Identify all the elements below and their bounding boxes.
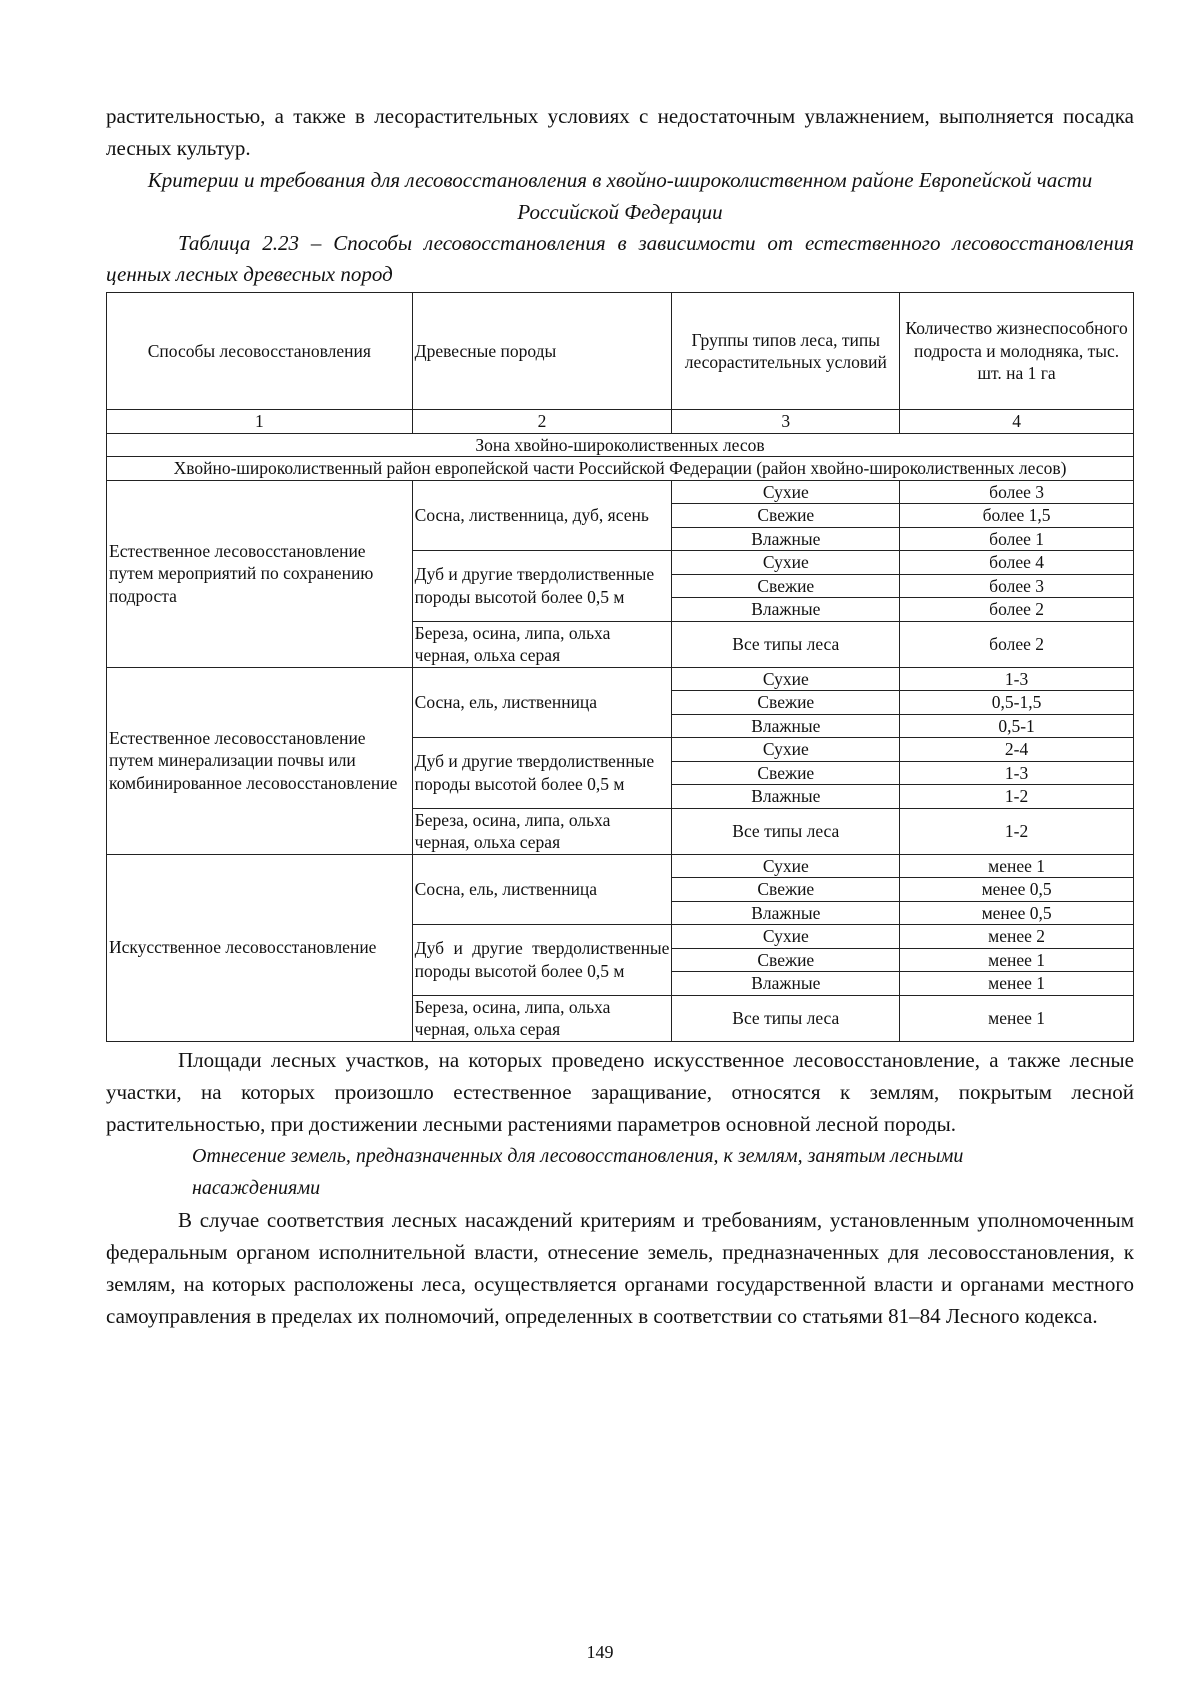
quantity-cell: 0,5-1 <box>900 714 1134 738</box>
column-number: 3 <box>672 410 900 434</box>
quantity-cell: 1-3 <box>900 761 1134 785</box>
forest-type-cell: Влажные <box>672 714 900 738</box>
species-cell: Сосна, лиственница, дуб, ясень <box>412 480 672 551</box>
quantity-cell: менее 2 <box>900 925 1134 949</box>
quantity-cell: 1-2 <box>900 808 1134 854</box>
forest-type-cell: Свежие <box>672 691 900 715</box>
method-cell: Искусственное лесовосстановление <box>107 854 413 1041</box>
quantity-cell: менее 1 <box>900 948 1134 972</box>
table-row <box>107 667 1134 691</box>
quantity-cell: 1-3 <box>900 667 1134 691</box>
page-number: 149 <box>586 1642 614 1662</box>
quantity-cell: более 3 <box>900 574 1134 598</box>
zone-title: Зона хвойно-широколиственных лесов <box>107 433 1134 457</box>
table-row <box>107 854 1134 878</box>
forest-type-cell: Все типы леса <box>672 621 900 667</box>
column-number-row <box>107 410 1134 434</box>
method-cell: Естественное лесовосстановление путем минерализации почвы или комбинированное лесовосстановление <box>107 667 413 854</box>
species-cell: Дуб и другие твердолиственные породы высотой более 0,5 м <box>412 925 672 996</box>
quantity-cell: более 1,5 <box>900 504 1134 528</box>
forest-type-cell: Свежие <box>672 761 900 785</box>
quantity-cell: 2-4 <box>900 738 1134 762</box>
document-page <box>106 100 1134 1332</box>
table-row <box>107 480 1134 504</box>
quantity-cell: более 2 <box>900 621 1134 667</box>
quantity-cell: менее 0,5 <box>900 901 1134 925</box>
region-row <box>107 457 1134 481</box>
forest-type-cell: Сухие <box>672 738 900 762</box>
forest-type-cell: Свежие <box>672 504 900 528</box>
quantity-cell: 1-2 <box>900 785 1134 809</box>
species-cell: Береза, осина, липа, ольха черная, ольха серая <box>412 995 672 1041</box>
areas-paragraph: Площади лесных участков, на которых проведено искусственное лесовосстановление, а также лесные участки, на которых произошло естественное заращивание, относятся к землям, покрытым лесной растительностью, при достижении лесными растениями параметров основной лесной породы. <box>106 1047 1134 1136</box>
header-forest-types: Группы типов леса, типы лесорастительных условий <box>672 293 900 410</box>
forest-type-cell: Сухие <box>672 480 900 504</box>
forest-type-cell: Влажные <box>672 598 900 622</box>
zone-row <box>107 433 1134 457</box>
quantity-cell: менее 1 <box>900 854 1134 878</box>
quantity-cell: более 2 <box>900 598 1134 622</box>
forest-type-cell: Сухие <box>672 925 900 949</box>
quantity-cell: более 4 <box>900 551 1134 575</box>
forest-type-cell: Влажные <box>672 527 900 551</box>
forest-type-cell: Свежие <box>672 948 900 972</box>
quantity-cell: менее 1 <box>900 995 1134 1041</box>
intro-paragraph: растительностью, а также в лесорастительных условиях с недостаточным увлажнением, выполняется посадка лесных культур. <box>106 104 1134 160</box>
criteria-heading: Критерии и требования для лесовосстановления в хвойно-широколиственном районе Европейской части Российской Федерации <box>147 168 1093 224</box>
final-paragraph: В случае соответствия лесных насаждений критериям и требованиям, установленным уполномоченным федеральным органом исполнительной власти, отнесение земель, предназначенных для лесовосстановления, к землям, на которых расположены леса, осуществляется органами государственной власти и органами местного самоуправления в пределах их полномочий, определенных в соответствии со статьями 81–84 Лесного кодекса. <box>106 1207 1134 1328</box>
forest-type-cell: Влажные <box>672 785 900 809</box>
quantity-cell: более 1 <box>900 527 1134 551</box>
forest-type-cell: Влажные <box>672 972 900 996</box>
column-number: 1 <box>107 410 413 434</box>
forest-type-cell: Свежие <box>672 574 900 598</box>
species-cell: Дуб и другие твердолиственные породы высотой более 0,5 м <box>412 738 672 809</box>
quantity-cell: менее 0,5 <box>900 878 1134 902</box>
species-cell: Сосна, ель, лиственница <box>412 667 672 738</box>
species-cell: Дуб и другие твердолиственные породы высотой более 0,5 м <box>412 551 672 622</box>
assignment-heading-text: Отнесение земель, предназначенных для лесовосстановления, к землям, занятым лесными насаждениями <box>192 1144 964 1199</box>
header-quantity: Количество жизнеспособного подроста и молодняка, тыс. шт. на 1 га <box>900 293 1134 410</box>
table-caption: Таблица 2.23 – Способы лесовосстановления в зависимости от естественного лесовосстановления ценных лесных древесных пород <box>106 231 1134 286</box>
column-number: 4 <box>900 410 1134 434</box>
header-species: Древесные породы <box>412 293 672 410</box>
species-cell: Береза, осина, липа, ольха черная, ольха серая <box>412 808 672 854</box>
column-number: 2 <box>412 410 672 434</box>
forest-type-cell: Влажные <box>672 901 900 925</box>
species-cell: Сосна, ель, лиственница <box>412 854 672 925</box>
method-cell: Естественное лесовосстановление путем мероприятий по сохранению подроста <box>107 480 413 667</box>
forest-type-cell: Сухие <box>672 667 900 691</box>
header-method: Способы лесовосстановления <box>107 293 413 410</box>
forest-type-cell: Все типы леса <box>672 808 900 854</box>
forest-type-cell: Свежие <box>672 878 900 902</box>
forest-type-cell: Сухие <box>672 854 900 878</box>
quantity-cell: более 3 <box>900 480 1134 504</box>
assignment-heading <box>106 1140 1134 1204</box>
forest-type-cell: Все типы леса <box>672 995 900 1041</box>
species-cell: Береза, осина, липа, ольха черная, ольха серая <box>412 621 672 667</box>
quantity-cell: 0,5-1,5 <box>900 691 1134 715</box>
region-title: Хвойно-широколиственный район европейской части Российской Федерации (район хвойно-широколиственных лесов) <box>107 457 1134 481</box>
table-header-row <box>107 293 1134 410</box>
forest-type-cell: Сухие <box>672 551 900 575</box>
reforestation-table <box>106 292 1134 1042</box>
quantity-cell: менее 1 <box>900 972 1134 996</box>
